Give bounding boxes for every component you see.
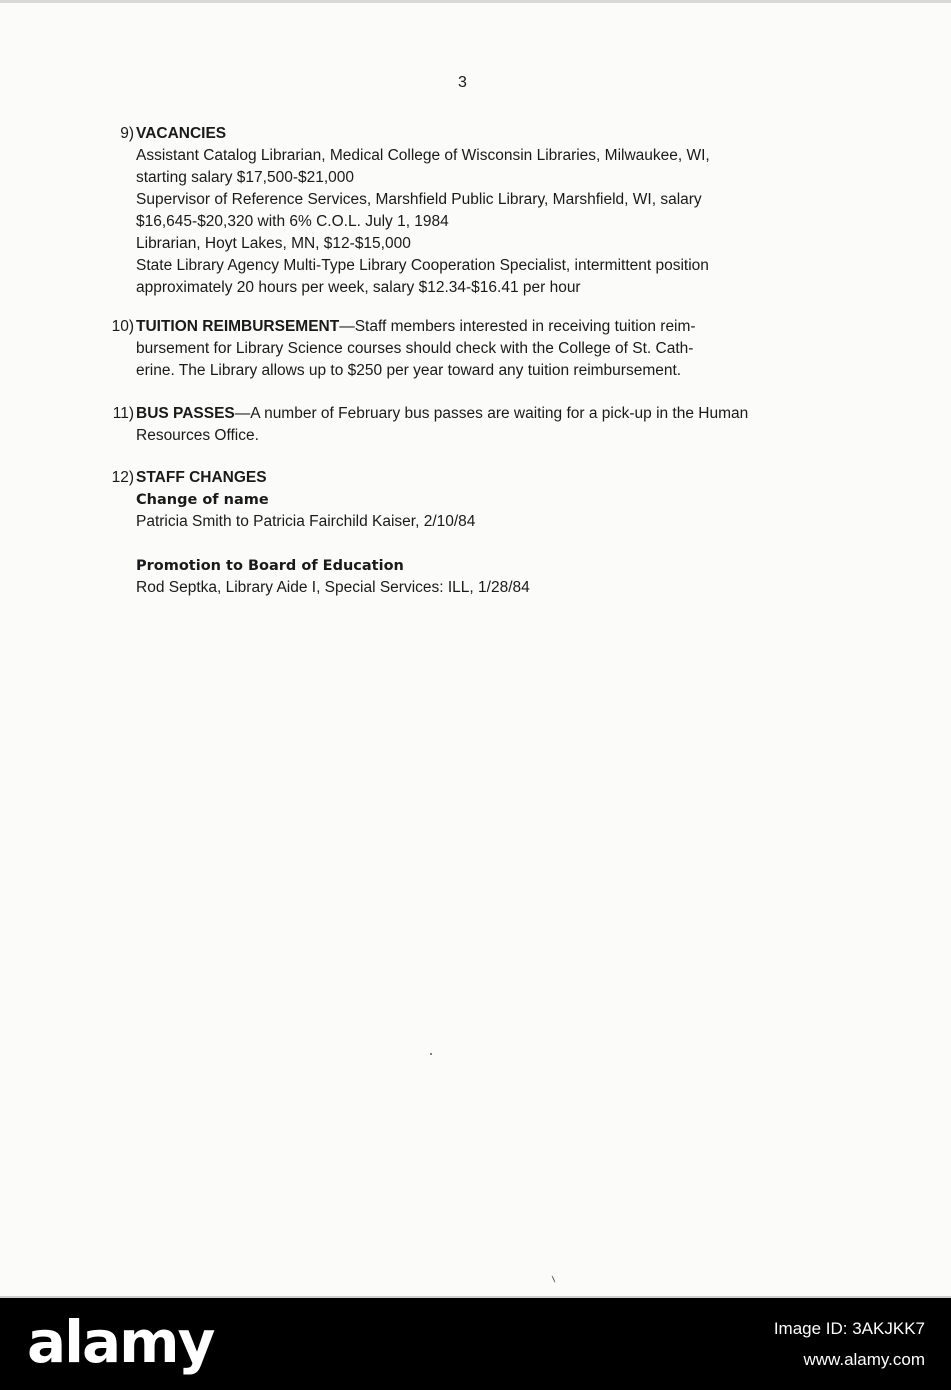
tuition-text: —Staff members interested in receiving tuition reim-	[339, 318, 696, 335]
name-change-heading: Change of name	[136, 492, 269, 508]
vacancy-line: State Library Agency Multi-Type Library Cooperation Specialist, intermittent position	[136, 257, 709, 274]
vacancies-heading: VACANCIES	[136, 125, 227, 142]
item-number: 11)	[112, 405, 134, 422]
vacancy-line: $16,645-$20,320 with 6% C.O.L. July 1, 1984	[136, 213, 449, 230]
page-top-edge	[0, 0, 951, 3]
site-url-label: www.alamy.com	[803, 1350, 925, 1369]
vacancy-line: Supervisor of Reference Services, Marshfield Public Library, Marshfield, WI, salary	[136, 191, 702, 208]
bus-passes-first-line	[136, 403, 830, 425]
bus-passes-text: —A number of February bus passes are waiting for a pick-up in the Human	[234, 405, 749, 422]
promotion-entry: Rod Septka, Library Aide I, Special Services: ILL, 1/28/84	[136, 579, 530, 596]
bus-passes-section	[100, 403, 830, 447]
name-change-entry: Patricia Smith to Patricia Fairchild Kaiser, 2/10/84	[136, 513, 476, 530]
vacancy-line: starting salary $17,500-$21,000	[136, 169, 355, 186]
vacancy-line: Assistant Catalog Librarian, Medical College of Wisconsin Libraries, Milwaukee, WI,	[136, 147, 710, 164]
vacancy-line: Librarian, Hoyt Lakes, MN, $12-$15,000	[136, 235, 411, 252]
item-number: 12)	[111, 469, 134, 486]
promotion-heading: Promotion to Board of Education	[136, 558, 404, 574]
page-number: 3	[458, 74, 467, 91]
tuition-line: bursement for Library Science courses should check with the College of St. Cath-	[136, 340, 694, 357]
bus-passes-line: Resources Office.	[136, 427, 259, 444]
vacancies-section	[100, 123, 830, 299]
tuition-heading: TUITION REIMBURSEMENT	[136, 318, 340, 335]
vacancy-line: approximately 20 hours per week, salary $12.34-$16.41 per hour	[136, 279, 581, 296]
scan-speck	[551, 1275, 555, 1283]
tuition-first-line	[136, 316, 830, 338]
scan-speck	[430, 1053, 432, 1055]
item-number: 10)	[111, 318, 134, 335]
tuition-line: erine. The Library allows up to $250 per year toward any tuition reimbursement.	[136, 362, 682, 379]
tuition-section	[100, 316, 830, 382]
image-id-label: Image ID: 3AKJKK7	[773, 1319, 925, 1338]
bus-passes-heading: BUS PASSES	[136, 405, 235, 422]
item-number: 9)	[120, 125, 134, 142]
alamy-logo: alamy	[27, 1308, 214, 1376]
staff-changes-heading: STAFF CHANGES	[136, 469, 267, 486]
staff-changes-section	[100, 467, 830, 599]
